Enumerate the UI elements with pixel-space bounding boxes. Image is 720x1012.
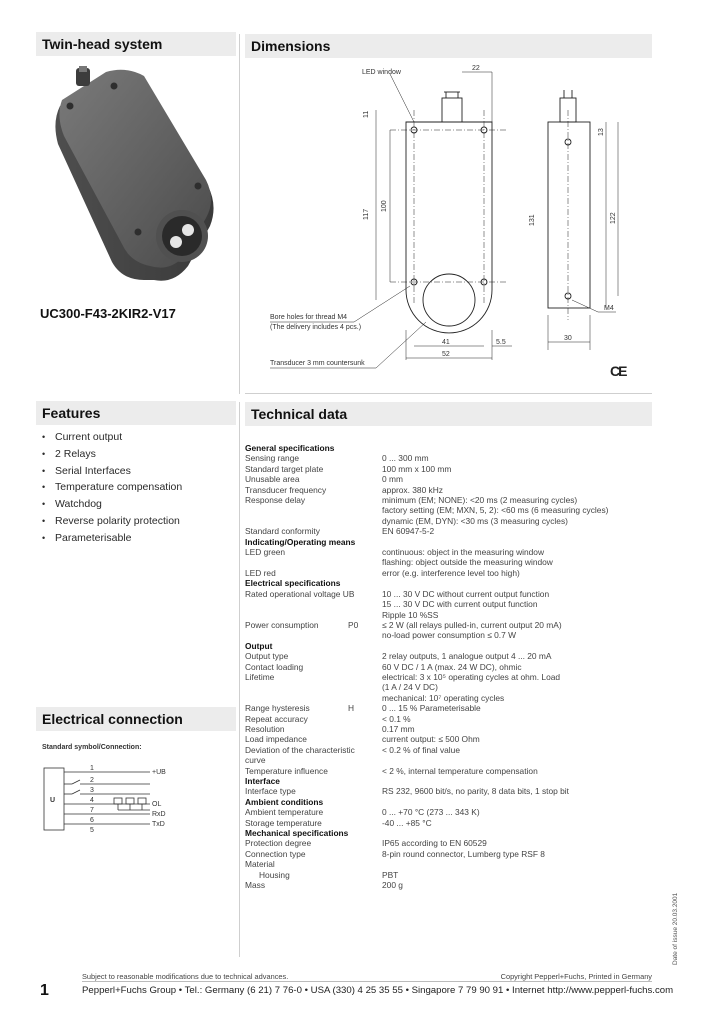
led-window-label: LED window	[362, 69, 401, 76]
row-symbol	[348, 870, 382, 880]
list-item: • Serial Interfaces	[42, 463, 182, 480]
row-value: 2 relay outputs, 1 analogue output 4 ... 20 mA	[382, 651, 552, 662]
footer-contact: Pepperl+Fuchs Group • Tel.: Germany (6 21) 7 76-0 • USA (330) 4 25 35 55 • Singapore 7 79 90 91 • Internet http://www.pepperl-fuchs.com	[82, 985, 674, 996]
row-label: Electrical specifications	[245, 578, 341, 589]
dim-30: 30	[564, 335, 572, 342]
row-label: Interface	[245, 776, 280, 786]
row-label: Standard conformity	[245, 526, 320, 537]
row-symbol	[348, 485, 382, 495]
dimensions-drawing	[250, 60, 650, 390]
table-row	[245, 464, 645, 474]
row-label: Connection type	[245, 848, 306, 859]
row-value	[382, 641, 645, 651]
row-label: Interface type	[245, 786, 296, 797]
table-row	[245, 766, 645, 776]
row-symbol	[348, 516, 382, 526]
row-symbol	[348, 797, 382, 807]
table-row	[245, 495, 645, 505]
row-value	[382, 578, 645, 588]
row-value: 60 V DC / 1 A (max. 24 W DC), ohmic	[382, 661, 522, 672]
dim-11: 11	[363, 110, 370, 118]
row-value: 0 ... +70 °C (273 ... 343 K)	[382, 807, 480, 818]
electrical-subtitle: Standard symbol/Connection:	[42, 744, 142, 751]
table-row	[245, 568, 645, 578]
row-symbol	[348, 610, 382, 620]
table-row	[245, 453, 645, 463]
table-row	[245, 859, 645, 869]
row-symbol	[348, 495, 382, 505]
row-label: Deviation of the characteristic	[245, 744, 355, 755]
row-symbol: H	[348, 703, 355, 714]
table-row	[245, 724, 645, 734]
row-label: LED red	[245, 567, 276, 578]
table-row	[245, 786, 645, 796]
model-name: UC300-F43-2KIR2-V17	[40, 306, 176, 321]
rxd-label: RxD	[152, 811, 166, 818]
dim-22: 22	[472, 65, 480, 72]
row-label	[245, 693, 348, 703]
table-row	[245, 818, 645, 828]
table-row	[245, 693, 645, 703]
dim-131: 131	[529, 214, 536, 226]
row-value: RS 232, 9600 bit/s, no parity, 8 data bits, 1 stop bit	[382, 786, 569, 797]
row-symbol	[348, 568, 382, 578]
row-value: Ripple 10 %SS	[382, 609, 439, 620]
row-symbol	[348, 849, 382, 859]
ub-label: +UB	[152, 769, 166, 776]
connector-outline	[442, 98, 462, 122]
pin-label: 6	[90, 817, 94, 824]
top-section-divider	[245, 393, 652, 394]
row-symbol	[348, 714, 382, 724]
row-symbol	[348, 682, 382, 692]
row-value: 0.17 mm	[382, 723, 415, 734]
row-symbol	[348, 464, 382, 474]
table-row	[245, 849, 645, 859]
table-row	[245, 776, 645, 786]
table-row	[245, 526, 645, 536]
list-item: • 2 Relays	[42, 446, 182, 463]
row-value: 0 ... 300 mm	[382, 453, 429, 464]
row-symbol	[348, 453, 382, 463]
dim-122: 122	[610, 212, 617, 224]
list-item: • Current output	[42, 429, 182, 446]
electrical-diagram	[40, 758, 220, 838]
table-row	[245, 505, 645, 515]
row-value	[382, 859, 645, 869]
row-symbol	[348, 474, 382, 484]
row-value: 0 mm	[382, 474, 403, 485]
row-symbol	[348, 786, 382, 796]
column-divider	[239, 34, 240, 394]
row-symbol	[348, 443, 382, 453]
row-value	[382, 443, 645, 453]
row-value	[382, 776, 645, 786]
features-list	[42, 429, 182, 547]
row-value: current output: ≤ 500 Ohm	[382, 734, 480, 745]
row-label: Sensing range	[245, 453, 300, 464]
table-row	[245, 557, 645, 567]
row-symbol	[348, 537, 382, 547]
table-row	[245, 610, 645, 620]
row-label	[245, 557, 348, 567]
row-label: Transducer frequency	[245, 484, 327, 495]
table-row	[245, 589, 645, 599]
row-symbol	[348, 662, 382, 672]
row-symbol	[348, 734, 382, 744]
footer-divider	[82, 981, 652, 982]
table-row	[245, 516, 645, 526]
table-row	[245, 880, 645, 890]
row-value: EN 60947-5-2	[382, 526, 435, 537]
table-row	[245, 797, 645, 807]
pin-label: 5	[90, 827, 94, 834]
row-value: error (e.g. interference level too high)	[382, 567, 520, 578]
row-label: Response delay	[245, 495, 306, 506]
electrical-connection-header: Electrical connection	[36, 707, 236, 731]
row-value: mechanical: 10⁷ operating cycles	[382, 692, 505, 703]
row-label: Repeat accuracy	[245, 713, 308, 724]
row-value: approx. 380 kHz	[382, 484, 443, 495]
row-label: curve	[245, 755, 266, 766]
row-symbol	[348, 724, 382, 734]
row-symbol	[348, 776, 382, 786]
pin-label: 1	[90, 765, 94, 772]
row-symbol	[348, 880, 382, 890]
page-number: 1	[40, 982, 49, 999]
txd-label: TxD	[152, 821, 165, 828]
row-label: Ambient conditions	[245, 796, 324, 807]
row-value: IP65 according to EN 60529	[382, 838, 487, 849]
row-symbol	[348, 641, 382, 651]
row-label: General specifications	[245, 443, 335, 453]
row-label	[245, 682, 348, 692]
row-symbol	[348, 578, 382, 588]
list-item: • Reverse polarity protection	[42, 513, 182, 530]
row-symbol	[348, 766, 382, 776]
row-value: electrical: 3 x 10⁵ operating cycles at ohm. Load	[382, 671, 561, 682]
table-row	[245, 703, 645, 713]
ol-label: OL	[152, 801, 162, 808]
row-value: 10 ... 30 V DC without current output function	[382, 588, 550, 599]
dim-52: 52	[442, 351, 450, 358]
dim-100: 100	[381, 200, 388, 212]
table-row	[245, 547, 645, 557]
table-row	[245, 641, 645, 651]
row-symbol	[348, 838, 382, 848]
table-row	[245, 734, 645, 744]
row-symbol	[348, 745, 382, 755]
row-symbol	[348, 755, 382, 765]
row-value: < 0.1 %	[382, 713, 411, 724]
dim-13: 13	[598, 128, 605, 136]
dim-117: 117	[363, 208, 370, 220]
row-label: Resolution	[245, 723, 285, 734]
row-symbol	[348, 589, 382, 599]
list-item: • Temperature compensation	[42, 479, 182, 496]
table-row	[245, 485, 645, 495]
row-symbol	[348, 557, 382, 567]
row-label: Temperature influence	[245, 765, 328, 776]
ce-mark: CE	[610, 363, 626, 379]
transducer-label: Transducer 3 mm countersunk	[270, 360, 365, 367]
row-value: 200 g	[382, 880, 403, 891]
table-row	[245, 714, 645, 724]
row-label: Power consumption	[245, 619, 319, 630]
row-label: Housing	[259, 869, 290, 880]
row-value: continuous: object in the measuring window	[382, 547, 545, 558]
row-symbol	[348, 599, 382, 609]
pin-label: 4	[90, 797, 94, 804]
row-value: < 0.2 % of final value	[382, 744, 460, 755]
row-label: Output type	[245, 651, 289, 662]
table-row	[245, 838, 645, 848]
table-row	[245, 651, 645, 661]
list-item: • Parameterisable	[42, 530, 182, 547]
row-value: factory setting (EM; MXN, 5, 2): <60 ms (6 measuring cycles)	[382, 505, 609, 516]
u-label: U	[50, 797, 56, 804]
row-value: -40 ... +85 °C	[382, 817, 432, 828]
table-row	[245, 620, 645, 630]
row-value: no-load power consumption ≤ 0.7 W	[382, 630, 517, 641]
row-symbol	[348, 807, 382, 817]
table-row	[245, 474, 645, 484]
side-view-outline	[548, 122, 590, 308]
pin-label: 2	[90, 777, 94, 784]
date-of-issue: Date of issue 20.03.2001	[672, 892, 679, 965]
row-value	[382, 797, 645, 807]
product-photo	[48, 66, 228, 288]
table-row	[245, 599, 645, 609]
row-label: Output	[245, 640, 273, 651]
row-symbol	[348, 630, 382, 640]
row-value: < 2 %, internal temperature compensation	[382, 765, 538, 776]
features-header: Features	[36, 401, 236, 425]
row-value: 100 mm x 100 mm	[382, 463, 452, 474]
bore-delivery-label: (The delivery includes 4 pcs.)	[270, 324, 362, 331]
row-label: Rated operational voltage UB	[245, 588, 355, 599]
row-label	[245, 599, 348, 609]
row-label: Unusable area	[245, 474, 300, 485]
row-value: 15 ... 30 V DC with current output function	[382, 599, 538, 610]
row-label: Range hysteresis	[245, 703, 310, 714]
list-item: • Watchdog	[42, 496, 182, 513]
row-value	[382, 537, 645, 547]
row-symbol	[348, 547, 382, 557]
row-value: 0 ... 15 % Parameterisable	[382, 703, 481, 714]
row-symbol	[348, 526, 382, 536]
table-row	[245, 662, 645, 672]
table-row	[245, 537, 645, 547]
pin-label: 3	[90, 787, 94, 794]
table-row	[245, 828, 645, 838]
row-value: dynamic (EM, DYN): <30 ms (3 measuring cycles)	[382, 515, 568, 526]
table-row	[245, 630, 645, 640]
row-value: minimum (EM; NONE): <20 ms (2 measuring cycles)	[382, 495, 578, 506]
front-view-outline	[406, 122, 492, 333]
row-label: Protection degree	[245, 838, 312, 849]
row-value	[382, 828, 645, 838]
row-symbol: P0	[348, 619, 359, 630]
row-label	[245, 505, 348, 515]
technical-data-header: Technical data	[245, 402, 652, 426]
table-row	[245, 443, 645, 453]
column-divider-lower	[239, 402, 240, 957]
row-symbol	[348, 651, 382, 661]
bore-holes-label: Bore holes for thread M4	[270, 314, 348, 321]
row-label	[245, 610, 348, 620]
table-row	[245, 682, 645, 692]
footer-note: Subject to reasonable modifications due to technical advances.	[82, 972, 289, 981]
row-symbol	[348, 693, 382, 703]
technical-data-table	[245, 443, 645, 890]
row-label: Mechanical specifications	[245, 828, 349, 839]
row-label: Load impedance	[245, 734, 307, 745]
row-value: flashing: object outside the measuring window	[382, 557, 553, 568]
row-label: Mass	[245, 880, 266, 891]
m4-label: M4	[604, 305, 614, 312]
table-row	[245, 578, 645, 588]
row-symbol	[348, 505, 382, 515]
dimensions-header: Dimensions	[245, 34, 652, 58]
table-row	[245, 745, 645, 755]
dim-5-5: 5.5	[496, 339, 506, 346]
table-row	[245, 672, 645, 682]
row-symbol	[348, 672, 382, 682]
row-label: Storage temperature	[245, 817, 322, 828]
row-label: Indicating/Operating means	[245, 536, 356, 547]
row-label: Lifetime	[245, 671, 275, 682]
row-symbol	[348, 828, 382, 838]
row-label: LED green	[245, 547, 286, 558]
row-label: Material	[245, 859, 275, 870]
row-value: (1 A / 24 V DC)	[382, 682, 438, 693]
row-label: Ambient temperature	[245, 807, 324, 818]
pin-label: 7	[90, 807, 94, 814]
row-label: Standard target plate	[245, 463, 324, 474]
row-value	[382, 755, 645, 765]
footer-copyright: Copyright Pepperl+Fuchs, Printed in Germany	[500, 972, 652, 981]
row-label	[245, 630, 348, 640]
table-row	[245, 807, 645, 817]
twin-head-header: Twin-head system	[36, 32, 236, 56]
table-row	[245, 870, 645, 880]
row-label	[245, 516, 348, 526]
row-value: PBT	[382, 869, 399, 880]
dim-41: 41	[442, 339, 450, 346]
table-row	[245, 755, 645, 765]
row-value: ≤ 2 W (all relays pulled-in, current output 20 mA)	[382, 619, 562, 630]
row-symbol	[348, 859, 382, 869]
row-label: Contact loading	[245, 661, 304, 672]
row-value: 8-pin round connector, Lumberg type RSF 8	[382, 848, 545, 859]
row-symbol	[348, 818, 382, 828]
